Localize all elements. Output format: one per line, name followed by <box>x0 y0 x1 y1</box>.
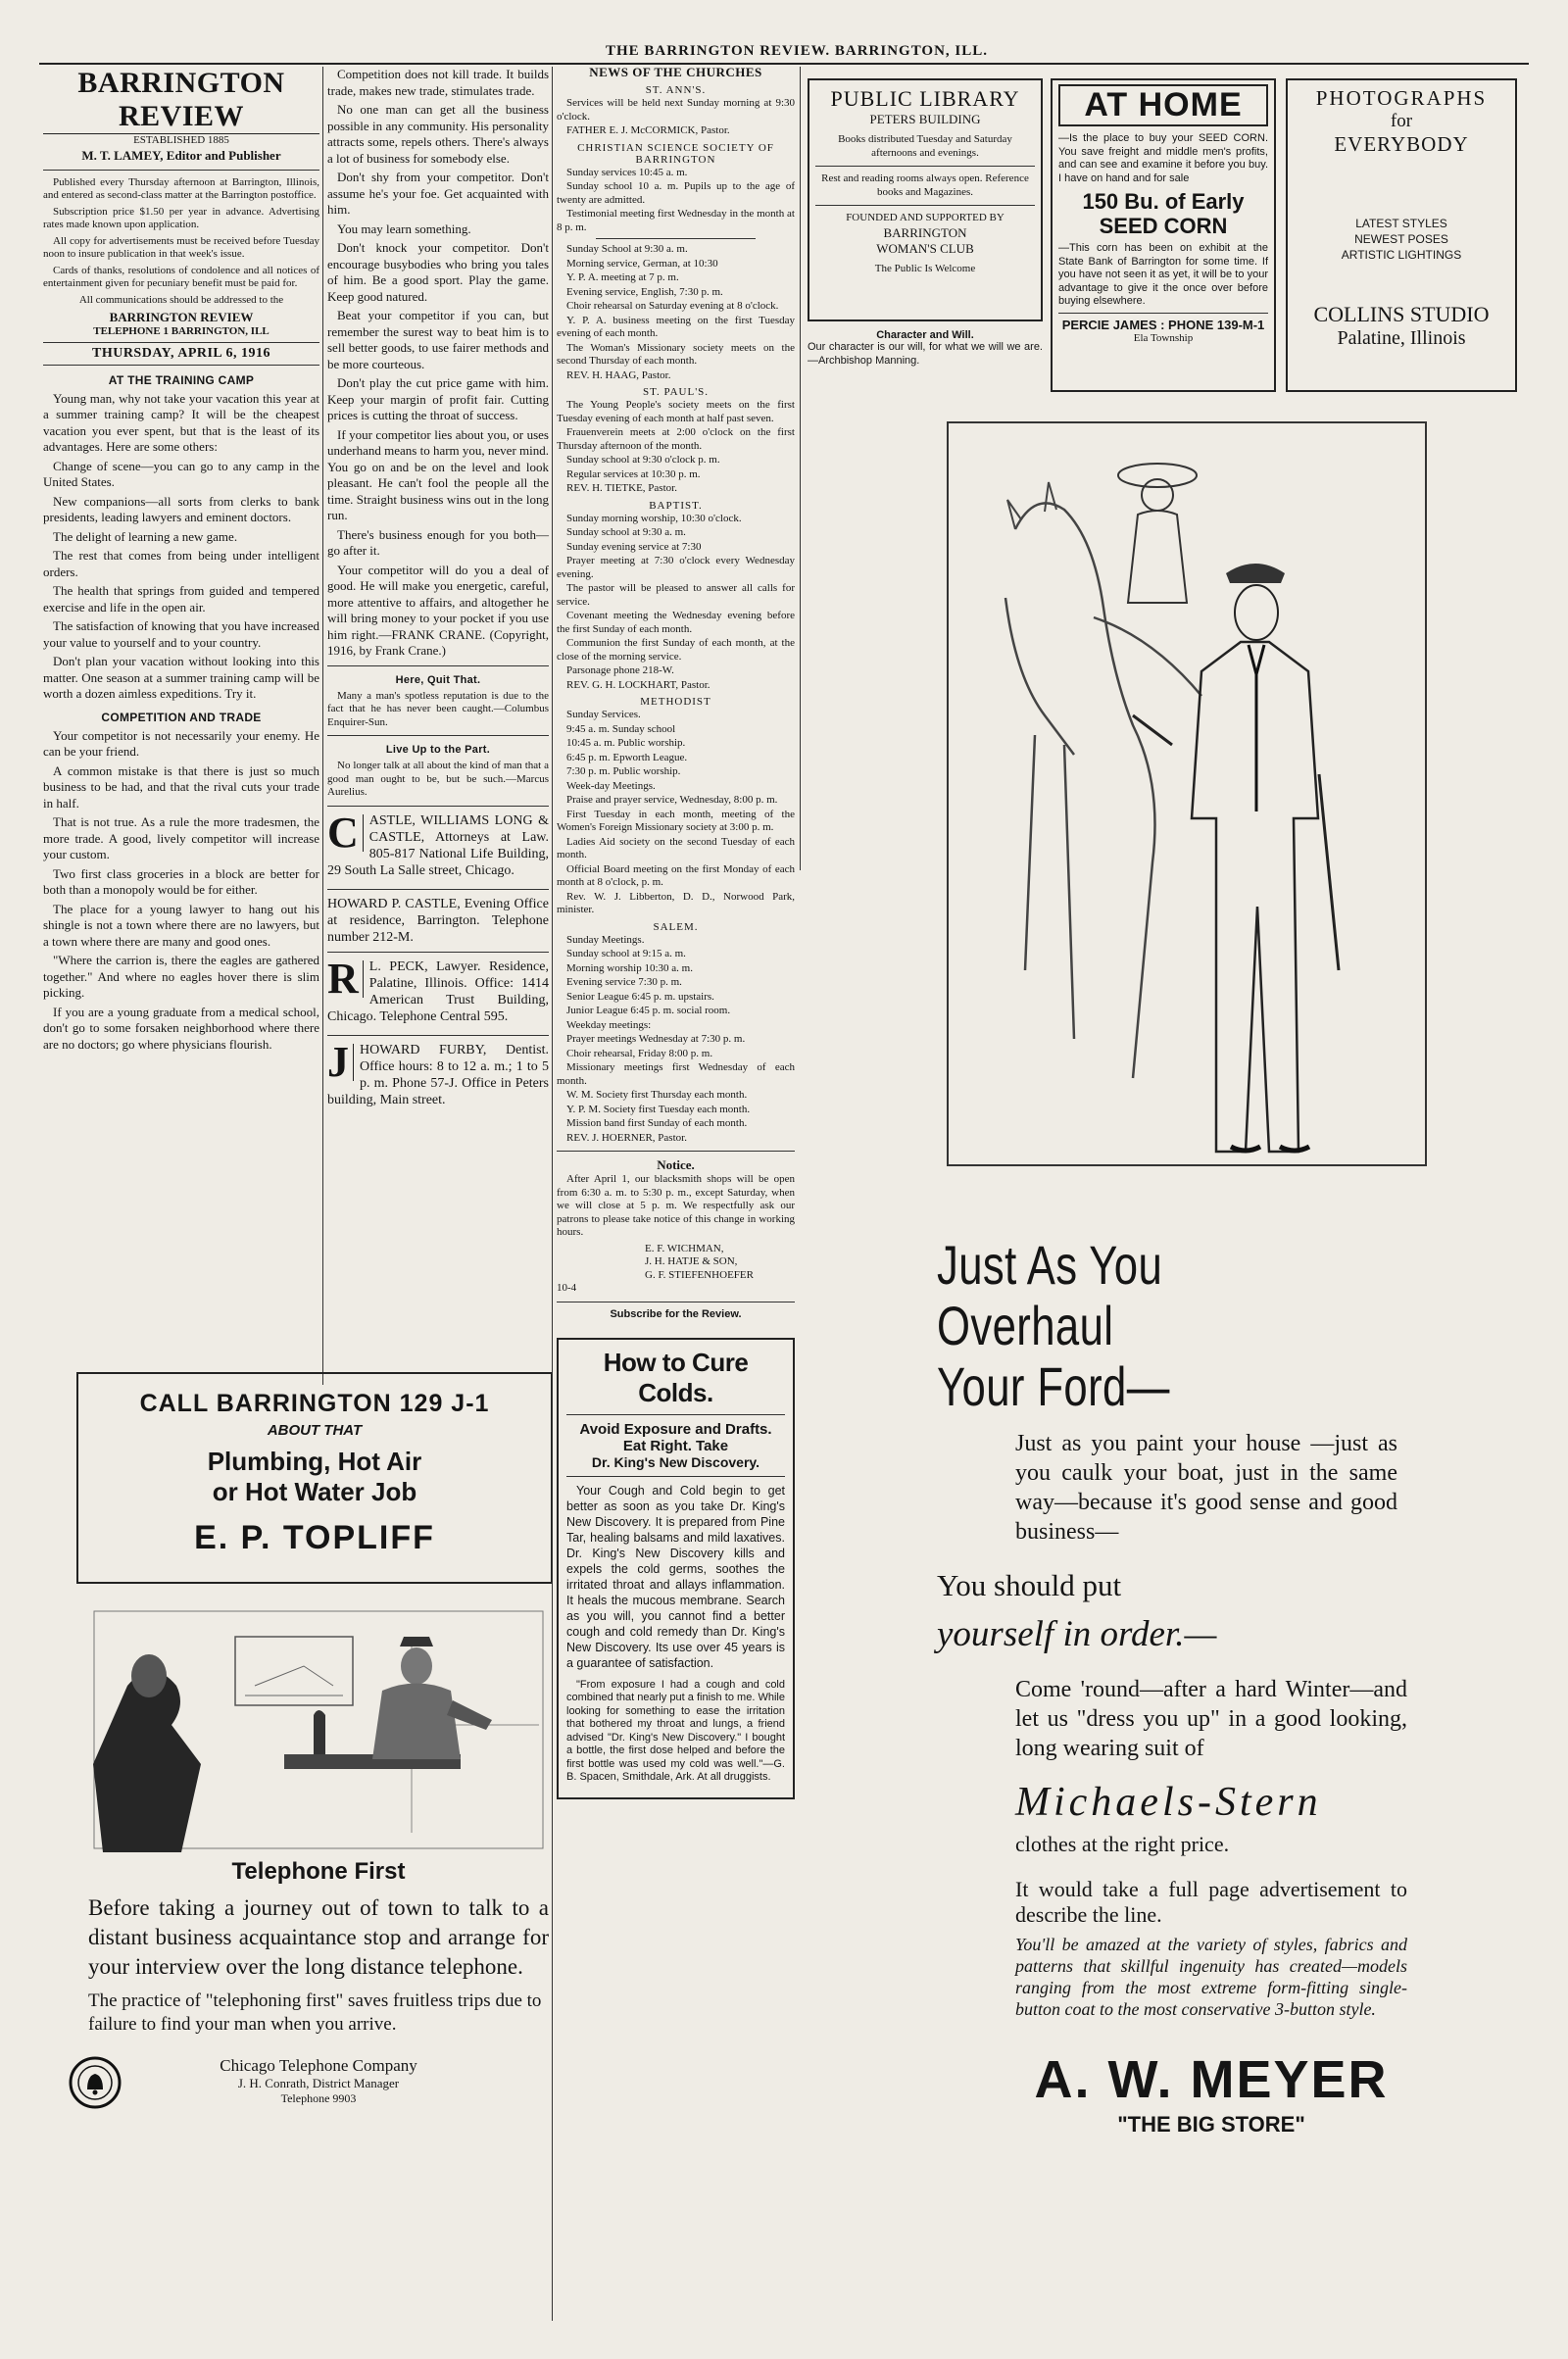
meyer-come: Come 'round—after a hard Winter—and let us "dress you up" in a good looking, long wearing suit of <box>1015 1677 1407 1761</box>
church-line: REV. H. TIETKE, Pastor. <box>566 482 677 494</box>
church-line: Mission band first Sunday of each month. <box>566 1117 748 1129</box>
church-line: Testimonial meeting first Wednesday in the month at 8 p. m. <box>557 208 795 233</box>
card-furby <box>327 1042 549 1112</box>
character-title: Character and Will. <box>876 329 974 341</box>
column-1 <box>43 67 319 1056</box>
church-line: FATHER E. J. McCORMICK, Pastor. <box>566 124 730 136</box>
column-3 <box>557 65 795 1799</box>
section-divider <box>596 238 756 239</box>
drop-cap: C <box>327 814 364 852</box>
live-up-text: No longer talk at all about the kind of man that a good man ought to be, but be such.—Marcus Aurelius. <box>327 760 549 798</box>
meyer-headline-line: Your Ford— <box>937 1355 1170 1417</box>
competition-continued: If your competitor lies about you, or uses underhand means to harm you, never mind. You go on and be on the level and look pleasant. He can't fool the people all the time. Straight business wins out in the long run. <box>327 426 549 522</box>
competition-title: COMPETITION AND TRADE <box>101 710 262 724</box>
church-line: The Woman's Missionary society meets on the second Thursday of each month. <box>557 341 795 367</box>
meyer-order: yourself in order.— <box>937 1614 1217 1654</box>
column-rule <box>800 67 801 870</box>
church-line: Praise and prayer service, Wednesday, 8:00 p. m. <box>566 794 778 806</box>
masthead-address-note: All communications should be addressed to the <box>78 293 284 306</box>
church-line: Sunday School at 9:30 a. m. <box>566 243 688 255</box>
cure-colds-ad <box>557 1338 795 1799</box>
masthead-subscription: Subscription price $1.50 per year in advance. Advertising rates made known upon application. <box>43 205 319 230</box>
masthead-title: BARRINGTON REVIEW <box>43 67 319 134</box>
training-camp-paragraph: Change of scene—you can go to any camp in the United States. <box>43 458 319 489</box>
running-head: THE BARRINGTON REVIEW. BARRINGTON, ILL. <box>605 43 989 59</box>
church-line: Week-day Meetings. <box>566 779 656 792</box>
meyer-headline <box>937 1235 1380 1417</box>
meyer-price: clothes at the right price. <box>1015 1832 1230 1856</box>
church-line: Rev. W. J. Libberton, D. D., Norwood Park, minister. <box>557 890 795 915</box>
church-line: Sunday Services. <box>566 709 641 720</box>
cure-colds-sub: Eat Right. Take <box>622 1437 729 1454</box>
column-2 <box>327 67 549 1112</box>
card-text: HOWARD P. CASTLE, Evening Office at residence, Barrington. Telephone number 212-M. <box>327 896 549 945</box>
church-line: Communion the first Sunday of each month, at the close of the morning service. <box>557 637 795 663</box>
meyer-ad <box>809 421 1525 2323</box>
telephone-ad-practice: The practice of "telephoning first" saves fruitless trips due to failure to find your man when you arrive. <box>88 1990 542 2035</box>
quit-that-title: Here, Quit That. <box>395 673 481 686</box>
competition-continued: Don't knock your competitor. Don't encourage busybodies who bring you tales of him. Be a good sport. Play the game. Keep good natured. <box>327 240 549 304</box>
card-text: HOWARD FURBY, Dentist. Office hours: 8 to 12 a. m.; 1 to 5 p. m. Phone 57-J. Office in Peters building, Main street. <box>327 1042 549 1107</box>
training-camp-title: AT THE TRAINING CAMP <box>108 372 255 387</box>
church-name: BAPTIST. <box>649 499 703 512</box>
meyer-full-page: It would take a full page advertisement to describe the line. <box>1015 1877 1407 1927</box>
cure-colds-testimonial: "From exposure I had a cough and cold combined that nearly put a finish to me. While looking for something to ease the irritation that bothered my throat and lungs, a friend advised "Dr. King's New Discovery." I bought a bottle, the first dose helped and before the first bottle was used my cold was well."—G. B. Spacen, Smithdale, Ark. At all druggists. <box>566 1678 785 1783</box>
church-line: Evening service 7:30 p. m. <box>566 976 682 988</box>
cure-colds-body: Your Cough and Cold begin to get better as soon as you take Dr. King's New Discovery. It is prepared from Pine Tar, healing balsams and mild laxatives. Dr. King's New Discovery kills and expels the cold germs, soothes the irritated throat and allays inflammation. It heals the mucous membrane. Search as you will, you cannot find a better cough and cold remedy than Dr. King's New Discovery. Its use over 45 years is a guarantee of satisfaction. <box>566 1483 785 1670</box>
notice-signer: E. F. WICHMAN, <box>645 1242 724 1254</box>
training-camp-paragraph: The delight of learning a new game. <box>53 528 238 544</box>
masthead-copy-note: All copy for advertisements must be received before Tuesday noon to insure publication in that week's issue. <box>43 234 319 260</box>
church-line: Choir rehearsal on Saturday evening at 8 o'clock. <box>566 300 779 312</box>
competition-paragraph: That is not true. As a rule the more tradesmen, the more trade. A good, lively competitor will increase your custom. <box>43 814 319 861</box>
church-line: Sunday morning worship, 10:30 o'clock. <box>566 512 742 524</box>
at-home-text2: —This corn has been on exhibit at the State Bank of Barrington for some time. If you have not seen it as yet, it will be to your advantage to give it the once over before buying elsewhere. <box>1058 242 1268 307</box>
issue-date: THURSDAY, APRIL 6, 1916 <box>91 345 270 361</box>
competition-continued: No one man can get all the business possible in any community. His personality attracts some, repels others. There's always a lot of business for somebody else. <box>327 102 549 166</box>
at-home-town: Ela Township <box>1133 331 1194 344</box>
church-name: ST. PAUL'S. <box>642 386 710 398</box>
church-line: Frauenverein meets at 2:00 o'clock on the first Thursday afternoon of the month. <box>557 426 795 452</box>
church-line: REV. J. HOERNER, Pastor. <box>566 1131 687 1144</box>
at-home-ad <box>1051 78 1276 392</box>
library-title: PUBLIC LIBRARY <box>830 86 1020 111</box>
notice-code: 10-4 <box>557 1282 577 1294</box>
competition-continued: Your competitor will do you a deal of good. He will make you energetic, careful, more attentive to affairs, and altogether he will bring money to your pocket if you use him right.—FRANK CRANE. (Copyright, 1916, by Frank Crane.) <box>327 562 549 658</box>
church-line: Ladies Aid society on the second Tuesday of each month. <box>557 835 795 860</box>
church-name: ST. ANN'S. <box>645 84 707 96</box>
telephone-manager: J. H. Conrath, District Manager <box>237 2076 400 2090</box>
meyer-headline-line: Just As You <box>937 1234 1163 1296</box>
training-camp-paragraph: The health that springs from guided and tempered exercise and life in the open air. <box>43 583 319 614</box>
church-line: Prayer meetings Wednesday at 7:30 p. m. <box>566 1033 746 1045</box>
competition-paragraph: "Where the carrion is, there the eagles are gathered together." And where no eagles hover there is slim picking. <box>43 953 319 1000</box>
photos-title: PHOTOGRAPHS <box>1315 86 1488 110</box>
church-line: Morning service, German, at 10:30 <box>566 257 718 270</box>
meyer-ad-copy <box>937 1235 1505 2138</box>
masthead-cards-note: Cards of thanks, resolutions of condolence and all notices of entertainment given for pecuniary benefit must be paid for. <box>43 264 319 289</box>
live-up-title: Live Up to the Part. <box>385 744 491 756</box>
church-line: Y. P. A. meeting at 7 p. m. <box>566 271 679 283</box>
notice-title: Notice. <box>657 1157 695 1172</box>
church-line: 7:30 p. m. Public worship. <box>566 765 681 777</box>
competition-continued: There's business enough for you both—go after it. <box>327 526 549 558</box>
topliff-about: ABOUT THAT <box>267 1422 363 1439</box>
training-camp-paragraph: New companions—all sorts from clerks to bank presidents, leading lawyers and eminent doctors. <box>43 493 319 524</box>
topliff-call: CALL BARRINGTON 129 J-1 <box>139 1390 490 1417</box>
topliff-ad <box>76 1372 553 1584</box>
competition-paragraph: Two first class groceries in a block are better for both than a monopoly would be for either. <box>43 865 319 897</box>
notice-signer: J. H. HATJE & SON, <box>645 1255 738 1267</box>
photos-style-line: LATEST STYLES <box>1355 217 1447 230</box>
competition-paragraph: Your competitor is not necessarily your enemy. He can be your friend. <box>43 727 319 759</box>
topliff-name: E. P. TOPLIFF <box>194 1519 435 1556</box>
masthead-telephone: TELEPHONE 1 BARRINGTON, ILL <box>93 325 270 337</box>
photos-style-line: NEWEST POSES <box>1354 232 1448 246</box>
church-line: Y. P. A. business meeting on the first Tuesday evening of each month. <box>557 314 795 339</box>
church-line: Sunday school 10 a. m. Pupils up to the age of twenty are admitted. <box>557 180 795 206</box>
training-camp-paragraph: Don't plan your vacation without looking into this matter. One season at a summer training camp will be worth a dozen aimless expeditions. Try it. <box>43 654 319 701</box>
character-box <box>808 329 1043 370</box>
training-camp-paragraph: Young man, why not take your vacation this year at a summer training camp? It will be the cheapest vacation you ever spent, but that is the least of its advantages. Here are some others: <box>43 390 319 454</box>
card-text: ASTLE, WILLIAMS LONG & CASTLE, Attorneys at Law. 805-817 National Life Building, 29 South La Salle street, Chicago. <box>327 812 549 878</box>
character-text: Our character is our will, for what we will we are.—Archbishop Manning. <box>808 341 1043 367</box>
at-home-contact: PERCIE JAMES : PHONE 139-M-1 <box>1061 317 1265 332</box>
church-name: METHODIST <box>640 696 711 708</box>
card-howard-castle <box>327 896 549 946</box>
card-peck <box>327 958 549 1029</box>
masthead-editor: M. T. LAMEY, Editor and Publisher <box>81 147 281 163</box>
church-line: REV. H. HAAG, Pastor. <box>566 369 671 381</box>
library-club: WOMAN'S CLUB <box>876 240 974 256</box>
church-line: W. M. Society first Thursday each month. <box>566 1089 748 1101</box>
church-line: Weekday meetings: <box>566 1018 652 1031</box>
meyer-store-name: A. W. MEYER <box>1034 2050 1389 2109</box>
church-line: Sunday school at 9:30 o'clock p. m. <box>566 454 720 466</box>
competition-paragraph: If you are a young graduate from a medical school, don't go to some forsaken neighborhood where there are no doctors; go where physicians flourish. <box>43 1004 319 1052</box>
man-and-horse-illustration <box>947 421 1427 1166</box>
meyer-amazed: You'll be amazed at the variety of styles, fabrics and patterns that skillful ingenuity has created—models ranging from the most extreme form-fitting single-button coat to the most conservative 3-button style. <box>1015 1935 1407 2019</box>
library-club: BARRINGTON <box>883 224 967 240</box>
church-line: Sunday school at 9:15 a. m. <box>566 948 686 959</box>
church-line: Missionary meetings first Wednesday of each month. <box>557 1061 795 1087</box>
church-line: Evening service, English, 7:30 p. m. <box>566 285 723 298</box>
church-line: Covenant meeting the Wednesday evening before the first Sunday of each month. <box>557 610 795 635</box>
column-rule <box>552 67 553 2321</box>
church-line: Choir rehearsal, Friday 8:00 p. m. <box>566 1047 713 1059</box>
church-line: Official Board meeting on the first Monday of each month at 8 o'clock, p. m. <box>557 862 795 888</box>
church-line: Parsonage phone 218-W. <box>566 664 674 676</box>
churches-list <box>557 84 795 1145</box>
drop-cap: J <box>327 1044 354 1081</box>
competition-continued: You may learn something. <box>337 221 471 236</box>
church-line: Y. P. M. Society first Tuesday each month. <box>566 1103 751 1115</box>
library-welcome: The Public Is Welcome <box>874 262 976 274</box>
library-founded: FOUNDED AND SUPPORTED BY <box>846 212 1004 223</box>
church-line: Prayer meeting at 7:30 o'clock every Wednesday evening. <box>557 555 795 580</box>
church-name: CHRISTIAN SCIENCE SOCIETY OF BARRINGTON <box>577 141 774 166</box>
photos-styles <box>1294 216 1509 263</box>
meyer-brand: Michaels-Stern <box>1015 1780 1322 1825</box>
church-line: REV. G. H. LOCKHART, Pastor. <box>566 678 710 691</box>
church-line: 10:45 a. m. Public worship. <box>566 737 686 749</box>
meyer-slogan: "THE BIG STORE" <box>1117 2112 1305 2137</box>
topliff-water: or Hot Water Job <box>212 1477 417 1506</box>
church-line: Senior League 6:45 p. m. upstairs. <box>566 990 714 1003</box>
masthead-established: ESTABLISHED 1885 <box>133 134 229 146</box>
church-name: SALEM. <box>653 920 699 933</box>
notice-signer: G. F. STIEFENHOEFER <box>645 1268 754 1281</box>
churches-title: NEWS OF THE CHURCHES <box>589 65 762 79</box>
photos-style-line: ARTISTIC LIGHTINGS <box>1341 248 1462 262</box>
card-text: L. PECK, Lawyer. Residence, Palatine, Illinois. Office: 1414 American Trust Building, Chicago. Telephone Central 595. <box>327 958 549 1024</box>
church-line: The pastor will be pleased to answer all calls for service. <box>557 582 795 608</box>
competition-continued: Don't play the cut price game with him. Keep your margin of profit fair. Cutting prices is cutting the throat of success. <box>327 375 549 422</box>
bell-logo-icon <box>69 2056 122 2109</box>
photos-for: for <box>1390 111 1413 131</box>
competition-continued: Don't shy from your competitor. Don't assume he's your foe. Get acquainted with him. <box>327 170 549 217</box>
at-home-text: —Is the place to buy your SEED CORN. You save freight and middle men's profits, and can see and examine it before you buy. I have on hand and for sale <box>1058 132 1268 184</box>
telephone-ad <box>88 1607 549 2125</box>
cure-colds-sub: Avoid Exposure and Drafts. <box>579 1420 772 1438</box>
training-camp-paragraph: The rest that comes from being under intelligent orders. <box>43 548 319 579</box>
at-home-title: AT HOME <box>1058 84 1268 126</box>
church-line: Sunday evening service at 7:30 <box>566 540 702 553</box>
telephone-company: Chicago Telephone Company <box>220 2056 417 2075</box>
drop-cap: R <box>327 960 364 998</box>
photos-studio: COLLINS STUDIO <box>1313 302 1490 326</box>
training-camp-paragraph: The satisfaction of knowing that you have increased your value to yourself and to your country. <box>43 618 319 650</box>
meyer-put: You should put <box>937 1568 1122 1602</box>
quit-that-text: Many a man's spotless reputation is due to the fact that he has never been caught.—Columbus Enquirer-Sun. <box>327 689 549 728</box>
library-box <box>808 78 1043 321</box>
topliff-plumbing: Plumbing, Hot Air <box>207 1447 422 1476</box>
photos-everybody: EVERYBODY <box>1334 132 1469 156</box>
church-line: Morning worship 10:30 a. m. <box>566 961 693 974</box>
church-line: Junior League 6:45 p. m. social room. <box>566 1005 731 1016</box>
church-line: Regular services at 10:30 p. m. <box>566 467 701 480</box>
subscribe-note: Subscribe for the Review. <box>610 1307 742 1320</box>
masthead-address-name: BARRINGTON REVIEW <box>109 310 254 324</box>
telephone-illustration <box>88 1607 549 1852</box>
notice-signers <box>557 1243 795 1283</box>
competition-paragraph: The place for a young lawyer to hang out his shingle is not a town where there are no lawyers, but a town where there are many and good ones. <box>43 901 319 949</box>
church-line: 6:45 p. m. Epworth League. <box>566 751 688 763</box>
at-home-headline: 150 Bu. of Early SEED CORN <box>1082 189 1245 238</box>
library-building: PETERS BUILDING <box>869 112 981 126</box>
church-line: Sunday school at 9:30 a. m. <box>566 526 686 538</box>
photos-town: Palatine, Illinois <box>1337 327 1466 349</box>
church-line: Sunday Meetings. <box>566 933 645 946</box>
column-rule <box>322 67 323 1385</box>
photographs-ad <box>1286 78 1517 392</box>
meyer-lead: Just as you paint your house —just as you caulk your boat, just in the same way—because it's good sense and good business— <box>1015 1431 1397 1545</box>
competition-continued: Beat your competitor if you can, but remember the surest way to beat him is to sell better goods, to use fairer methods and be more courteous. <box>327 308 549 371</box>
notice-text: After April 1, our blacksmith shops will be open from 6:30 a. m. to 5:30 p. m., except Saturday, when we will close at 5 p. m. We respectfully ask our patrons to please take notice of this change in working hours. <box>557 1173 795 1238</box>
church-line: 9:45 a. m. Sunday school <box>566 722 676 735</box>
library-rooms: Rest and reading rooms always open. Reference books and Magazines. <box>821 172 1029 198</box>
card-castle-williams <box>327 812 549 883</box>
telephone-ad-footer <box>88 2056 549 2125</box>
masthead-published: Published every Thursday afternoon at Barrington, Illinois, and entered as second-class matter at the Barrington postoffice. <box>43 175 319 201</box>
cure-colds-sub: Dr. King's New Discovery. <box>591 1453 760 1470</box>
telephone-ad-body: Before taking a journey out of town to talk to a distant business acquaintance stop and arrange for your interview over the long distance telephone. <box>88 1895 549 1979</box>
church-line: Sunday services 10:45 a. m. <box>566 166 688 178</box>
church-line: The Young People's society meets on the first Tuesday evening of each month at half past seven. <box>557 399 795 424</box>
cure-colds-title: How to Cure Colds. <box>603 1347 749 1407</box>
telephone-number: Telephone 9903 <box>280 2091 357 2105</box>
church-line: Services will be held next Sunday morning at 9:30 o'clock. <box>557 97 795 123</box>
meyer-headline-line: Overhaul <box>937 1295 1114 1356</box>
telephone-ad-title: Telephone First <box>231 1858 406 1885</box>
competition-paragraph: A common mistake is that there is just so much business to be had, and that the rival cuts your trade in half. <box>43 762 319 811</box>
competition-continued: Competition does not kill trade. It builds trade, makes new trade, stimulates trade. <box>327 67 549 98</box>
library-hours: Books distributed Tuesday and Saturday afternoons and evenings. <box>838 133 1012 159</box>
church-line: First Tuesday in each month, meeting of the Women's Foreign Missionary society at 3:00 p. m. <box>557 808 795 833</box>
